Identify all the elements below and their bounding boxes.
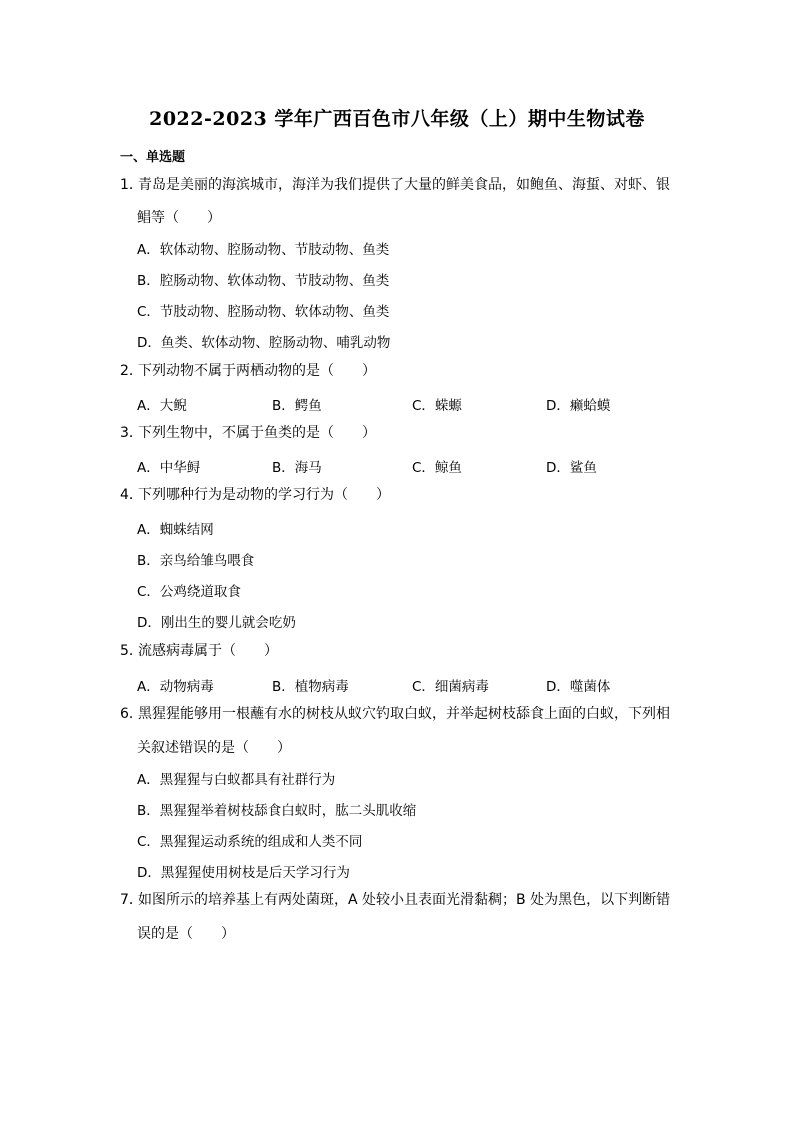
question-6: [120, 699, 680, 730]
option-b[interactable]: B．腔肠动物、软体动物、节肢动物、鱼类: [137, 273, 390, 289]
question-text-cont: 关叙述错误的是（ ）: [137, 740, 291, 756]
option-b[interactable]: B．黑猩猩举着树枝舔食白蚁时，肱二头肌收缩: [137, 803, 417, 819]
option-d[interactable]: D．鱼类、软体动物、腔肠动物、哺乳动物: [137, 335, 391, 351]
question-number: 5．: [120, 643, 143, 659]
question-text: 黑猩猩能够用一根蘸有水的树枝从蚁穴钓取白蚁，并举起树枝舔食上面的白蚁，下列相: [138, 706, 670, 722]
question-7: [120, 885, 680, 916]
option-c[interactable]: C．蝾螈: [412, 398, 462, 414]
question-number: 2．: [120, 363, 143, 379]
option-c[interactable]: C．节肢动物、腔肠动物、软体动物、鱼类: [137, 304, 390, 320]
question-text-cont: 鲳等（ ）: [137, 210, 221, 226]
option-c[interactable]: C．公鸡绕道取食: [137, 584, 241, 600]
option-a[interactable]: A．动物病毒: [137, 679, 214, 695]
section-heading: 一、单选题: [120, 150, 186, 165]
exam-title: 2022-2023 学年广西百色市八年级（上）期中生物试卷: [149, 108, 645, 130]
option-c[interactable]: C．鲸鱼: [412, 460, 462, 476]
option-b[interactable]: B．亲鸟给雏鸟喂食: [137, 553, 255, 569]
option-d[interactable]: D．黑猩猩使用树枝是后天学习行为: [137, 865, 350, 881]
question-4: [120, 480, 680, 511]
option-c[interactable]: C．细菌病毒: [412, 679, 489, 695]
question-3: [120, 418, 680, 449]
question-text-cont: 误的是（ ）: [137, 926, 235, 942]
option-b[interactable]: B．海马: [272, 460, 322, 476]
question-text: 如图所示的培养基上有两处菌斑，A 处较小且表面光滑黏稠；B 处为黑色，以下判断错: [138, 892, 671, 908]
option-b[interactable]: B．植物病毒: [272, 679, 349, 695]
option-a[interactable]: A．黑猩猩与白蚁都具有社群行为: [137, 772, 336, 788]
option-a[interactable]: A．大鲵: [137, 398, 187, 414]
option-a[interactable]: A．蜘蛛结网: [137, 522, 214, 538]
question-number: 1．: [120, 177, 143, 193]
question-text: 流感病毒属于（ ）: [138, 643, 278, 659]
option-b[interactable]: B．鳄鱼: [272, 398, 322, 414]
question-number: 7．: [120, 892, 143, 908]
option-a[interactable]: A．软体动物、腔肠动物、节肢动物、鱼类: [137, 242, 390, 258]
question-text: 下列生物中，不属于鱼类的是（ ）: [138, 425, 376, 441]
option-a[interactable]: A．中华鲟: [137, 460, 201, 476]
question-text: 青岛是美丽的海滨城市，海洋为我们提供了大量的鲜美食品，如鲍鱼、海蜇、对虾、银: [138, 177, 670, 193]
question-text: 下列哪种行为是动物的学习行为（ ）: [138, 487, 390, 503]
option-c[interactable]: C．黑猩猩运动系统的组成和人类不同: [137, 834, 363, 850]
option-d[interactable]: D．癞蛤蟆: [546, 398, 611, 414]
option-d[interactable]: D．噬菌体: [546, 679, 611, 695]
question-number: 6．: [120, 706, 143, 722]
question-text: 下列动物不属于两栖动物的是（ ）: [138, 363, 376, 379]
question-5: [120, 636, 680, 667]
question-2: [120, 356, 680, 387]
option-d[interactable]: D．鲨鱼: [546, 460, 597, 476]
question-number: 3．: [120, 425, 143, 441]
question-1: [120, 170, 680, 201]
question-number: 4．: [120, 487, 143, 503]
option-d[interactable]: D．刚出生的婴儿就会吃奶: [137, 615, 296, 631]
